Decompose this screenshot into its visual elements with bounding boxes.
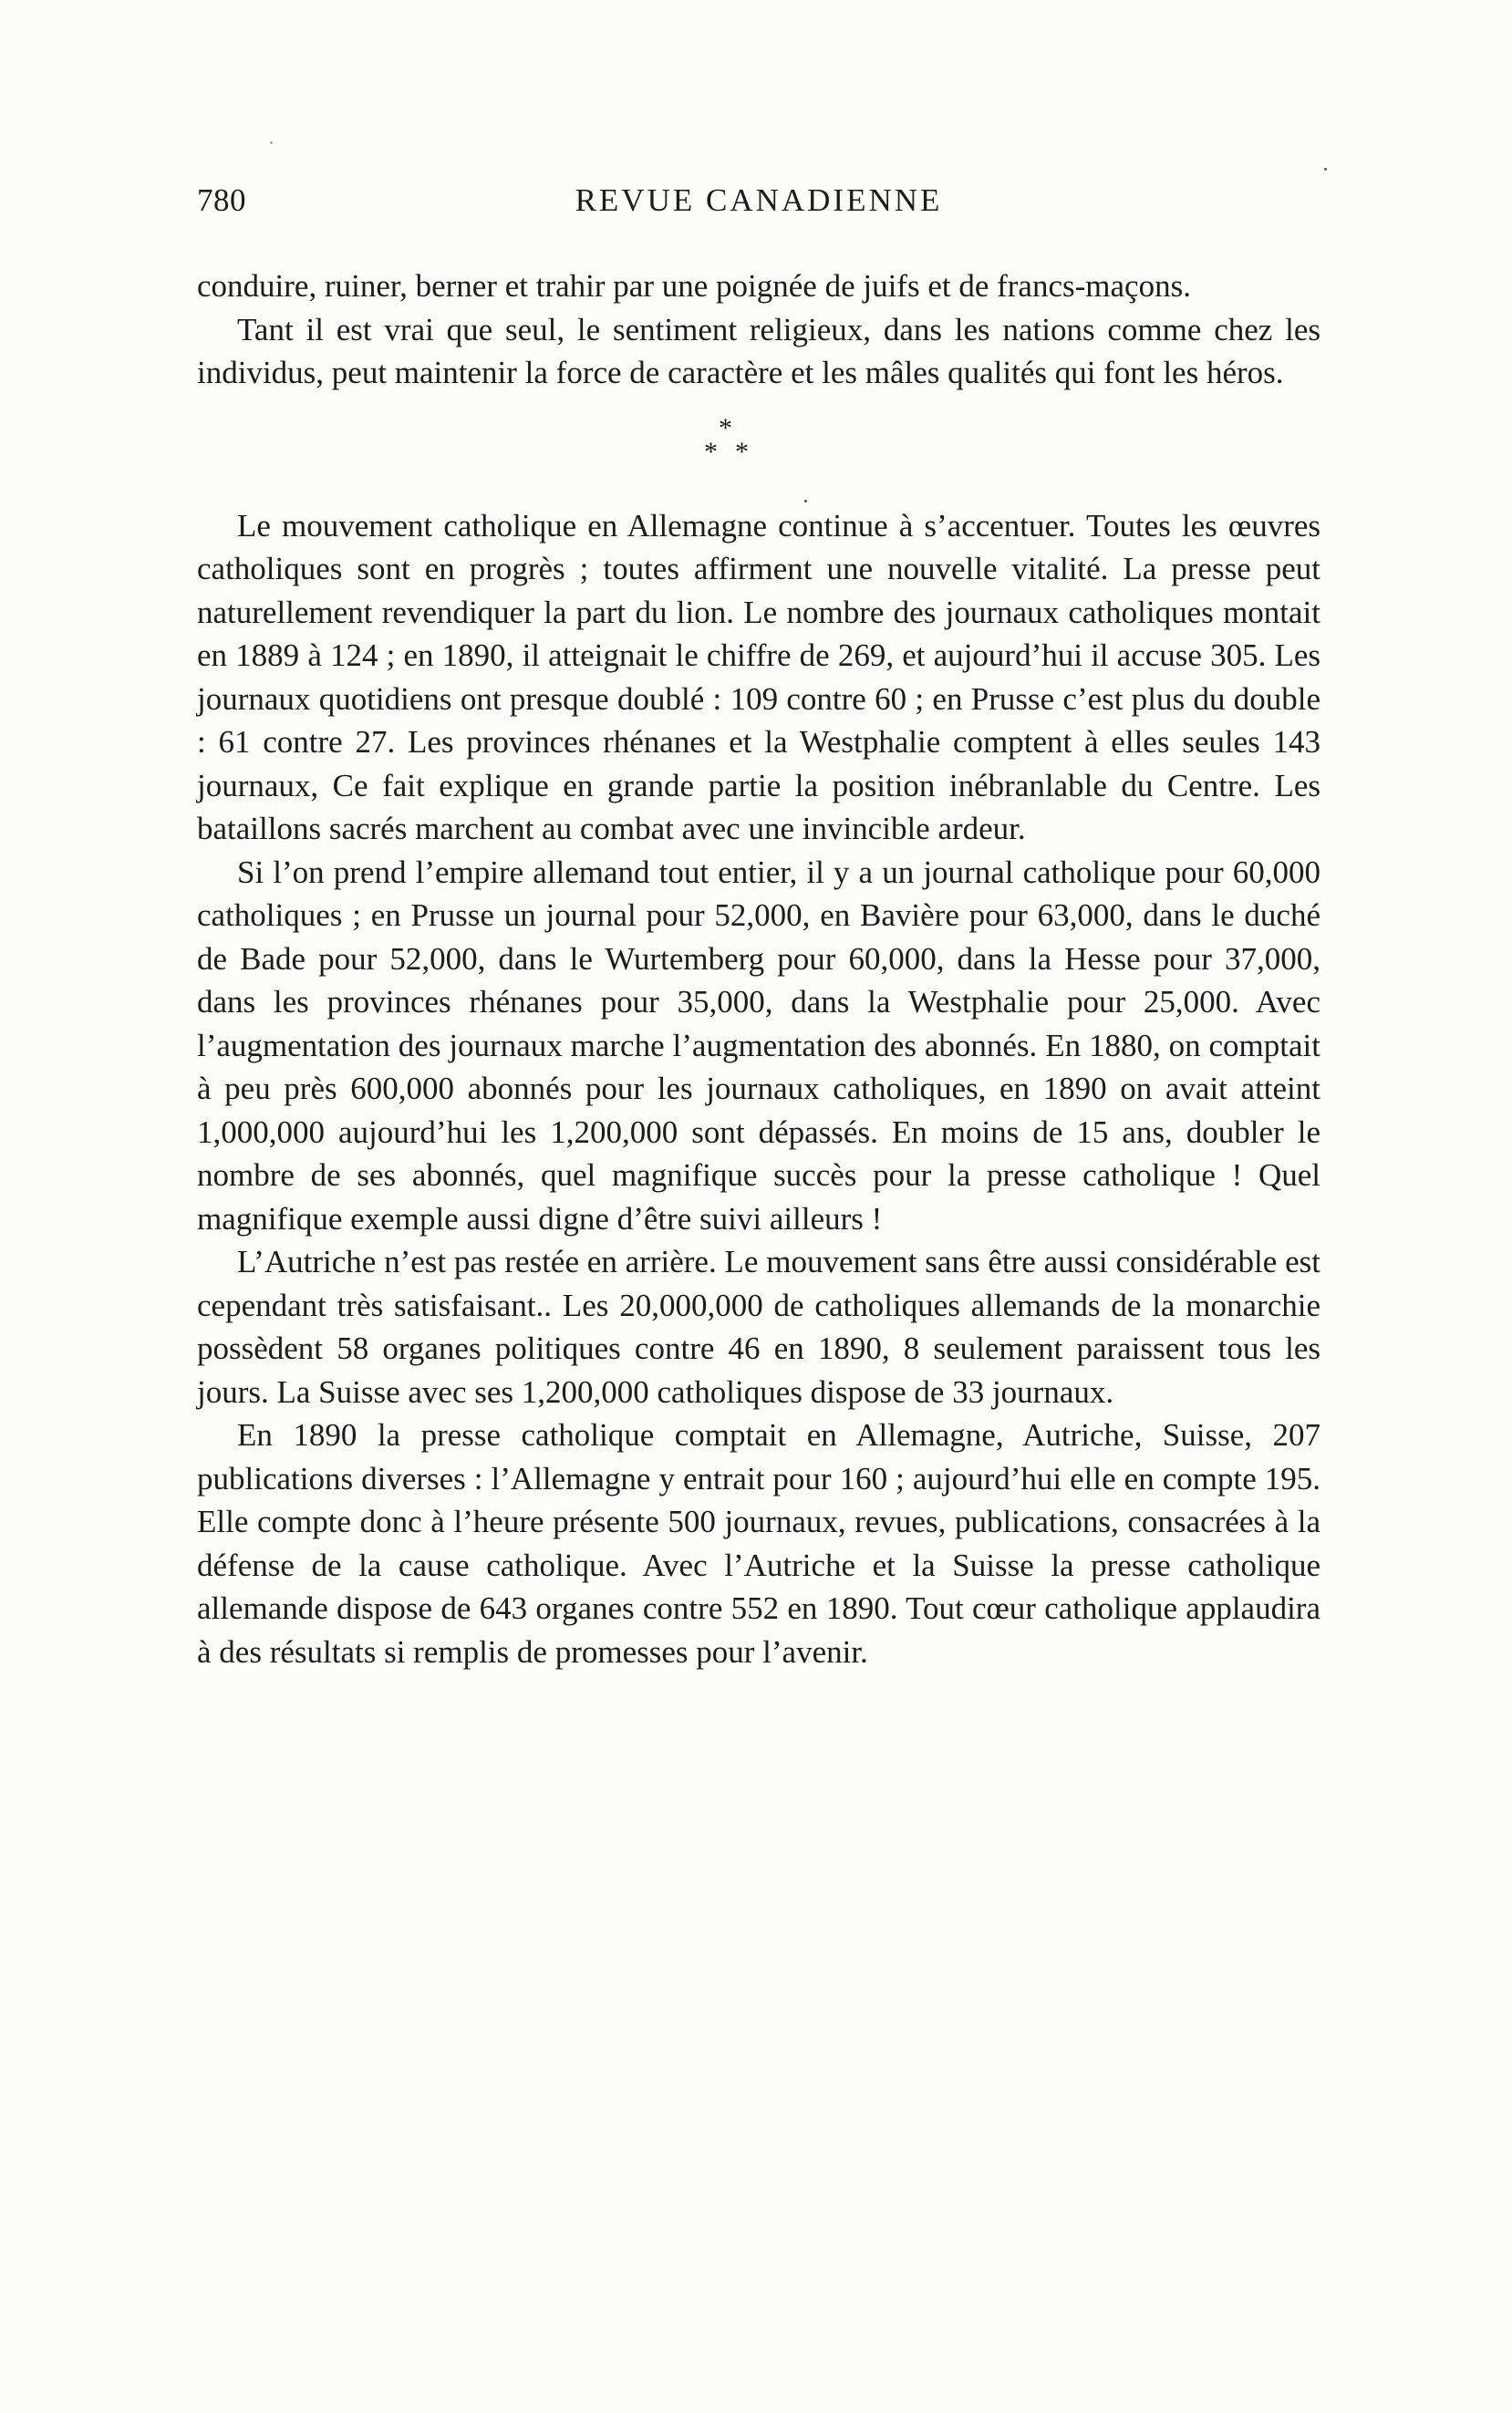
scan-speck: [270, 141, 273, 144]
paragraph-continuation: conduire, ruiner, berner et trahir par une poignée de juifs et de francs-maçons.: [197, 268, 1191, 304]
article-body: [197, 264, 1320, 1673]
journal-title: REVUE CANADIENNE: [575, 182, 943, 218]
paragraph: L’Autriche n’est pas restée en arrière. Le mouvement sans être aussi considérable est cependant très satisfaisant.. Les 20,000,000 de catholiques allemands de la monarchie possèdent 58 organes politiques contre 46 en 1890, 8 seulement paraissent tous les jours. La Suisse avec ses 1,200,000 catholiques dispose de 33 journaux.: [197, 1244, 1320, 1410]
asterisk-glyph: *: [735, 436, 749, 467]
scan-speck: [1324, 168, 1327, 171]
asterisk-glyph: *: [704, 436, 718, 467]
paragraph: Si l’on prend l’empire allemand tout entier, il y a un journal catholique pour 60,000 catholiques ; en Prusse un journal pour 52,000, en Bavière pour 63,000, dans le duché de Bade pour 52,000, dans le Wurtemberg pour 60,000, dans la Hesse pour 37,000, dans les provinces rhénanes pour 35,000, dans la Westphalie pour 25,000. Avec l’augmentation des journaux marche l’augmentation des abonnés. En 1880, on comptait à peu près 600,000 abonnés pour les journaux catholiques, en 1890 on avait atteint 1,000,000 aujourd’hui les 1,200,000 sont dépassés. En moins de 15 ans, doubler le nombre de ses abonnés, quel magnifique succès pour la presse catholique ! Quel magnifique exemple aussi digne d’être suivi ailleurs !: [197, 854, 1320, 1237]
page: [197, 182, 1320, 1673]
section-separator-asterism: [197, 406, 1320, 471]
paragraph: Tant il est vrai que seul, le sentiment religieux, dans les nations comme chez les individus, peut maintenir la force de caractère et les mâles qualités qui font les héros.: [197, 311, 1320, 390]
paragraph: En 1890 la presse catholique comptait en Allemagne, Autriche, Suisse, 207 publications diverses : l’Allemagne y entrait pour 160 ; aujourd’hui elle en compte 195. Elle compte donc à l’heure présente 500 journaux, revues, publications, consacrées à la défense de la cause catholique. Avec l’Autriche et la Suisse la presse catholique allemande dispose de 643 organes contre 552 en 1890. Tout cœur catholique applaudira à des résultats si remplis de promesses pour l’avenir.: [197, 1417, 1320, 1670]
page-number: 780: [197, 182, 246, 218]
asterisk-glyph: *: [719, 412, 732, 443]
running-head: [197, 182, 1320, 237]
paragraph: Le mouvement catholique en Allemagne continue à s’accentuer. Toutes les œuvres catholiques sont en progrès ; toutes affirment une nouvelle vitalité. La presse peut naturellement revendiquer la part du lion. Le nombre des journaux catholiques montait en 1889 à 124 ; en 1890, il atteignait le chiffre de 269, et aujourd’hui il accuse 305. Les journaux quotidiens ont presque doublé : 109 contre 60 ; en Prusse c’est plus du double : 61 contre 27. Les provinces rhénanes et la Westphalie comptent à elles seules 143 journaux, Ce fait explique en grande partie la position inébranlable du Centre. Les bataillons sacrés marchent au combat avec une invincible ardeur.: [197, 507, 1320, 846]
